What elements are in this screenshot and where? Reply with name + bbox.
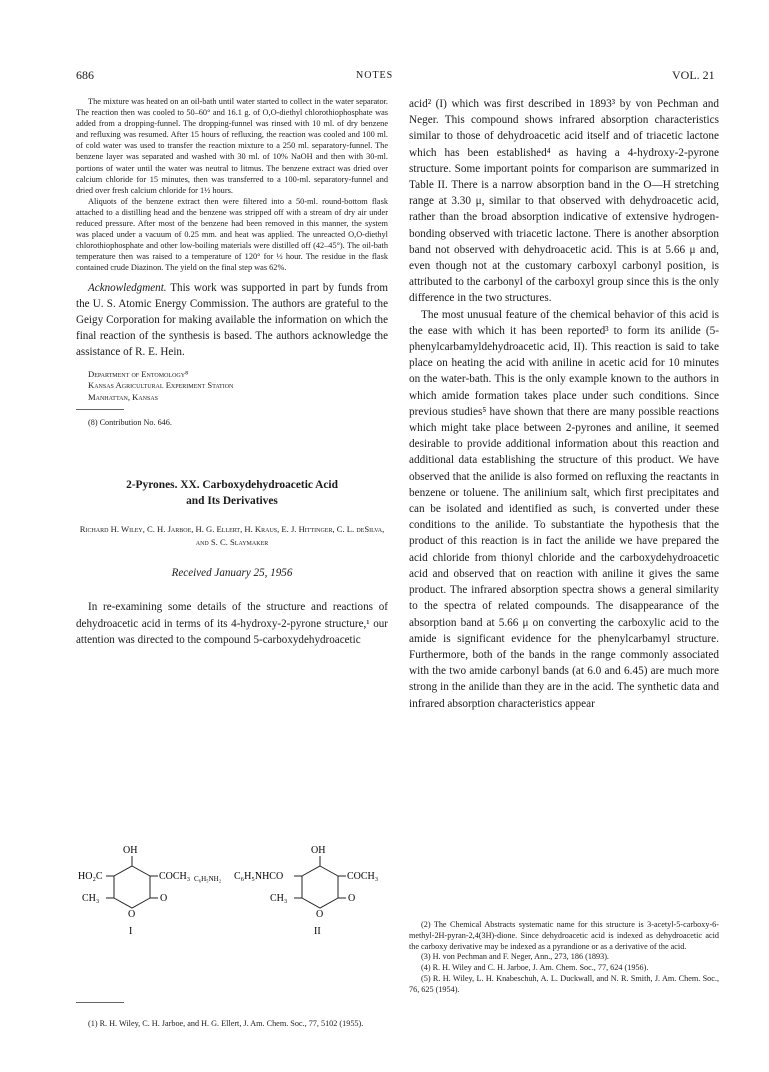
article-title-line-1: 2-Pyrones. XX. Carboxydehydroacetic Acid (126, 479, 338, 492)
body-paragraph-2: The most unusual feature of the chemical behavior of this acid is the ease with which it has been reported³ to form its anilide (5-phenylcarbamyldehydroacetic acid, II). This reaction is said to take place on heating the acid with aniline in acetic acid for 10 minutes on the water-bath. This is the only example known to the authors in which amide formation takes place under such conditions. Since previous studies⁵ have shown that there are many possible reactions which might take place between 2-pyrones and aniline, it seemed desirable to provide additional information about this reaction and additional data establishing the structure of this product. We have observed that the anilide is also formed on refluxing the reactants in benzene or toluene. The anilinium salt, which first precipitates and can be isolated and identified as such, is converted under these conditions to the anilide. To substantiate the hypothesis that the product of this reaction is in fact the anilide we have prepared the acid chloride from thionyl chloride and the carboxydehydroacetic acid and observed that on reaction with aniline it gives the same product. The infrared absorption spectra shows a general similarity to the spectra of related compounds. The disappearance of the absorption band at 5.66 μ on converting the carboxylic acid to the amide is significant evidence for the phenylcarbamyl structure. Furthermore, both of the bands in the range commonly associated with the two amide carbonyl bands (at 6.0 and 6.45) are much more strong in the anilide than they are in the acid. The synthetic data and infrared absorption characteristics appear (409, 308, 719, 710)
reaction-scheme (76, 840, 396, 940)
compound-i-structure (106, 856, 158, 908)
right-column (409, 96, 719, 712)
footnote-4: (4) R. H. Wiley and C. H. Jarboe, J. Am. Chem. Soc., 77, 624 (1956). (421, 963, 649, 973)
volume-label: VOL. 21 (672, 68, 715, 82)
compound-i-carboxyl: HO₂C (78, 871, 103, 882)
compound-ii-oh: OH (311, 845, 326, 856)
affiliation-city: Manhattan, Kansas (88, 391, 158, 402)
body-paragraph-1: acid² (I) which was first described in 1893³ by von Pechman and Neger. This compound shows infrared absorption characteristics similar to those of dehydroacetic acid itself and of triacetic lactone which has been established⁴ as having a 4-hydroxy-2-pyrone structure. Some important points for comparison are summarized in Table II. There is a narrow absorption band in the O—H stretching range at 3.30 μ, similar to that observed with dehydroacetic acid, rather than the broad absorption indicative of extensive hydrogen-bonding observed with triacetic lactone. There is another absorption band not observed with dehydroacetic acid. This is at 5.66 μ and, even though not at the customary carboxyl carbonyl position, is attributed to the carbonyl of the carboxyl group since this is the only difference in the two structures. (409, 98, 719, 305)
compound-i-label: I (129, 926, 133, 937)
compound-i-methyl: CH₃ (82, 893, 100, 904)
compound-i-carbonyl-o: O (160, 893, 168, 904)
compound-ii-ring-o: O (316, 909, 324, 920)
compound-ii-acetyl: COCH₃ (347, 871, 379, 882)
compound-i-acetyl: COCH₃ (159, 871, 191, 882)
introduction-paragraph: In re-examining some details of the structure and reactions of dehydroacetic acid in terms of its 4-hydroxy-2-pyrone structure,¹ our attention was directed to the compound 5-carboxydehydroacetic (76, 601, 388, 646)
acknowledgment-heading: Acknowledgment. (88, 281, 167, 294)
received-text: Received January 25, 1956 (171, 567, 293, 580)
received-date (76, 565, 388, 581)
compound-ii-methyl: CH₃ (270, 893, 288, 904)
article-title-line-2: and Its Derivatives (186, 495, 278, 508)
acknowledgment-text: This work was supported in part by funds from the U. S. Atomic Energy Commission. The authors are grateful to the Geigy Corporation for making available the information on which the final reaction of the synthesis is based. The authors acknowledge the assistance of R. E. Hein. (76, 281, 388, 359)
compound-ii-phenylcarbamyl: C₆H₅NHCO (234, 871, 284, 882)
reaction-reagent: C₆H₅NH₂ (194, 875, 222, 883)
footnote-5: (5) R. H. Wiley, L. H. Knabeschuh, A. L. Duckwall, and N. R. Smith, J. Am. Chem. Soc., 76, 625 (1954). (409, 973, 719, 994)
footnote-divider (76, 409, 124, 410)
article-authors: Richard H. Wiley, C. H. Jarboe, H. G. Ellert, H. Kraus, E. J. Hittinger, C. L. deSilva, and S. C. Slaymaker (79, 524, 385, 548)
footnote-2: (2) The Chemical Abstracts systematic name for this structure is 3-acetyl-5-carboxy-6-methyl-2H-pyran-2,4(3H)-dione. Since dehydroacetic acid is indexed as dehydroacetic acid the carboxy derivative may be indexed as a pyrandione or as a derivative of the acid. (409, 920, 719, 951)
right-footnotes (409, 920, 719, 996)
footnote-3: (3) H. von Pechman and F. Neger, Ann., 273, 186 (1893). (421, 952, 609, 962)
footnote-1: (1) R. H. Wiley, C. H. Jarboe, and H. G. Ellert, J. Am. Chem. Soc., 77, 5102 (1955). (88, 1019, 364, 1028)
page-number: 686 (76, 68, 94, 82)
left-column (76, 96, 388, 648)
procedure-paragraph-2: Aliquots of the benzene extract then were filtered into a 50-ml. round-bottom flask attached to a distilling head and the benzene was stripped off with a stream of dry air under reduced pressure. After most of the benzene had been removed in this manner, the system was placed under a vacuum of 0.25 mm. and heat was applied. The unreacted O,O-diethyl chlorothiophosphate and other low-boiling materials were distilled off (42–45°). The oil-bath temperature then was raised to a temperature of 120° for ½ hour. The residue in the flask contained crude Diazinon. The yield on the final step was 62%. (76, 196, 388, 273)
left-footnotes (76, 1002, 388, 1030)
compound-i-oh: OH (123, 845, 138, 856)
acknowledgment (76, 280, 388, 361)
procedure-paragraph-1: The mixture was heated on an oil-bath until water started to collect in the water separator. The reaction then was cooled to 50–60° and 16.1 g. of O,O-diethyl chlorothiophosphate was added from a dropping-funnel. The dropping-funnel was rinsed with 10 ml. of dry benzene and refluxing was resumed. After 15 hours of refluxing, the reaction was cooled and 100 ml. of cold water was used to transfer the reaction mixture to a 250 ml. separatory-funnel. The benzene layer was separated and washed with 30 ml. of 10% NaOH and then with 30-ml. portions of water until the water was neutral to litmus. The benzene extract was dried over calcium chloride for 15 minutes, then was transferred to a 100-ml. separatory-funnel and dried over fresh calcium chloride for 1½ hours. (76, 97, 388, 195)
footnote-8: (8) Contribution No. 646. (88, 418, 172, 428)
left-footnote-divider (76, 1002, 124, 1003)
affiliation (76, 369, 388, 404)
compound-ii-carbonyl-o: O (348, 893, 356, 904)
compound-ii-label: II (314, 926, 321, 937)
affiliation-department: Department of Entomology⁸ (88, 368, 189, 379)
compound-ii-structure (294, 856, 346, 908)
running-head: NOTES (356, 70, 394, 81)
affiliation-station: Kansas Agricultural Experiment Station (88, 380, 234, 391)
article-title (76, 477, 388, 509)
compound-i-ring-o: O (128, 909, 136, 920)
